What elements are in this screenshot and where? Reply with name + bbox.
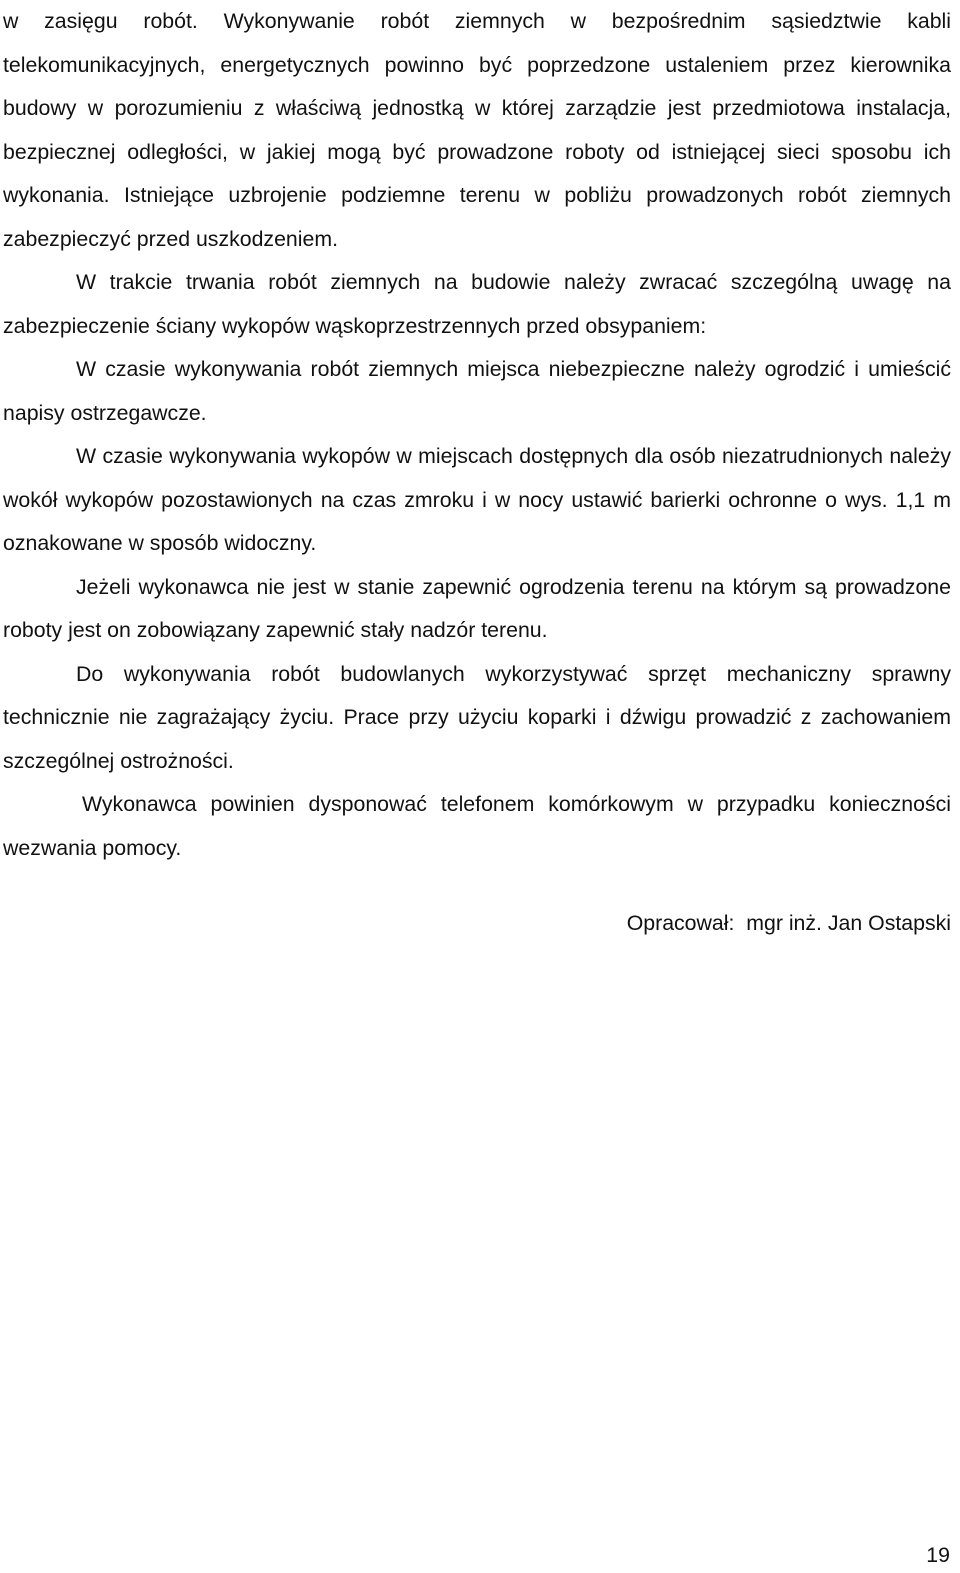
paragraph-site-supervision: Jeżeli wykonawca nie jest w stanie zapewnić ogrodzenia terenu na którym są prowadzone roboty jest on zobowiązany zapewnić stały nadzór terenu. (3, 574, 951, 642)
paragraph-barriers: W czasie wykonywania wykopów w miejscach dostępnych dla osób niezatrudnionych należy wokół wykopów pozostawionych na czas zmroku i w nocy ustawić barierki ochronne o wys. 1,1 m oznakowane w sposób widoczny. (3, 444, 951, 555)
page-number: 19 (926, 1543, 950, 1567)
paragraph-trench-walls: W trakcie trwania robót ziemnych na budowie należy zwracać szczególną uwagę na zabezpieczenie ściany wykopów wąskoprzestrzennych przed obsypaniem: (3, 270, 951, 338)
signature-line: Opracował: mgr inż. Jan Ostapski (626, 911, 951, 935)
paragraph-dangerous-areas: W czasie wykonywania robót ziemnych miejsca niebezpieczne należy ogrodzić i umieścić napisy ostrzegawcze. (3, 357, 951, 425)
paragraph-underground-utilities: w zasięgu robót. Wykonywanie robót ziemnych w bezpośrednim sąsiedztwie kabli telekomunikacyjnych, energetycznych powinno być poprzedzone ustaleniem przez kierownika budowy w porozumieniu z właściwą jednostką w której zarządzie jest przedmiotowa instalacja, bezpiecznej odległości, w jakiej mogą być prowadzone roboty od istniejącej sieci sposobu ich wykonania. Istniejące uzbrojenie podziemne terenu w pobliżu prowadzonych robót ziemnych zabezpieczyć przed uszkodzeniem. (3, 9, 951, 251)
document-body (3, 0, 951, 870)
paragraph-mobile-phone: Wykonawca powinien dysponować telefonem komórkowym w przypadku konieczności wezwania pomocy. (3, 792, 951, 860)
paragraph-equipment: Do wykonywania robót budowlanych wykorzystywać sprzęt mechaniczny sprawny technicznie nie zagrażający życiu. Prace przy użyciu koparki i dźwigu prowadzić z zachowaniem szczególnej ostrożności. (3, 661, 951, 773)
